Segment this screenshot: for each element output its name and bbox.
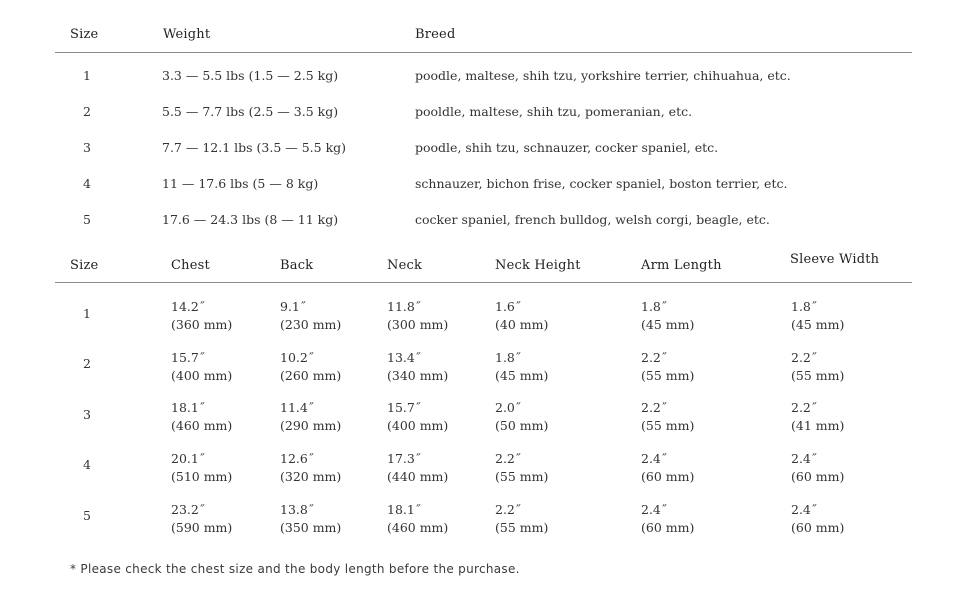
breed-cell: poodle, maltese, shih tzu, yorkshire terrier, chihuahua, etc. — [415, 68, 791, 83]
size-cell: 4 — [83, 176, 91, 191]
table2-header-back: Back — [280, 258, 314, 273]
chest-cell: 23.2˝ (590 mm) — [171, 502, 233, 535]
size-cell: 3 — [83, 140, 91, 155]
table2-header-sleeve-width: Sleeve Width — [790, 252, 880, 267]
table1-header-weight: Weight — [163, 27, 211, 42]
neck-cell: 11.8˝ (300 mm) — [387, 299, 449, 332]
table2-header-arm-length: Arm Length — [641, 258, 722, 273]
arm-length-cell: 2.2˝ (55 mm) — [641, 400, 695, 433]
weight-cell: 17.6 — 24.3 lbs (8 — 11 kg) — [162, 212, 339, 227]
weight-cell: 5.5 — 7.7 lbs (2.5 — 3.5 kg) — [162, 104, 339, 119]
back-cell: 12.6˝ (320 mm) — [280, 451, 342, 484]
neck-cell: 13.4˝ (340 mm) — [387, 350, 449, 383]
table2-header-chest: Chest — [171, 258, 210, 273]
table1-header-size: Size — [70, 27, 99, 42]
chest-cell: 15.7˝ (400 mm) — [171, 350, 233, 383]
breed-cell: poodle, shih tzu, schnauzer, cocker spaniel, etc. — [415, 140, 719, 155]
arm-length-cell: 2.4˝ (60 mm) — [641, 451, 695, 484]
sleeve-width-cell: 2.4˝ (60 mm) — [791, 502, 845, 535]
sleeve-width-cell: 2.4˝ (60 mm) — [791, 451, 845, 484]
chest-cell: 14.2˝ (360 mm) — [171, 299, 233, 332]
size-cell: 2 — [83, 356, 91, 371]
breed-cell: cocker spaniel, french bulldog, welsh corgi, beagle, etc. — [415, 212, 770, 227]
size-cell: 4 — [83, 457, 91, 472]
footnote: * Please check the chest size and the body length before the purchase. — [70, 562, 520, 576]
neck-cell: 17.3˝ (440 mm) — [387, 451, 449, 484]
weight-cell: 7.7 — 12.1 lbs (3.5 — 5.5 kg) — [162, 140, 347, 155]
table2-header-neck: Neck — [387, 258, 423, 273]
back-cell: 11.4˝ (290 mm) — [280, 400, 342, 433]
weight-cell: 3.3 — 5.5 lbs (1.5 — 2.5 kg) — [162, 68, 339, 83]
back-cell: 13.8˝ (350 mm) — [280, 502, 342, 535]
size-cell: 5 — [83, 508, 91, 523]
chest-cell: 20.1˝ (510 mm) — [171, 451, 233, 484]
table2-header-rule — [55, 282, 912, 283]
table2-header-size: Size — [70, 258, 99, 273]
neck-height-cell: 1.6˝ (40 mm) — [495, 299, 549, 332]
size-cell: 3 — [83, 407, 91, 422]
size-cell: 5 — [83, 212, 91, 227]
sleeve-width-cell: 2.2˝ (55 mm) — [791, 350, 845, 383]
table1-header-rule — [55, 52, 912, 53]
arm-length-cell: 2.2˝ (55 mm) — [641, 350, 695, 383]
arm-length-cell: 1.8˝ (45 mm) — [641, 299, 695, 332]
chest-cell: 18.1˝ (460 mm) — [171, 400, 233, 433]
arm-length-cell: 2.4˝ (60 mm) — [641, 502, 695, 535]
size-cell: 2 — [83, 104, 91, 119]
neck-height-cell: 2.0˝ (50 mm) — [495, 400, 549, 433]
table2-header-neck-height: Neck Height — [495, 258, 581, 273]
size-cell: 1 — [83, 68, 91, 83]
size-cell: 1 — [83, 306, 91, 321]
neck-height-cell: 1.8˝ (45 mm) — [495, 350, 549, 383]
back-cell: 10.2˝ (260 mm) — [280, 350, 342, 383]
neck-cell: 18.1˝ (460 mm) — [387, 502, 449, 535]
breed-cell: pooldle, maltese, shih tzu, pomeranian, etc. — [415, 104, 693, 119]
breed-cell: schnauzer, bichon frise, cocker spaniel, boston terrier, etc. — [415, 176, 788, 191]
neck-cell: 15.7˝ (400 mm) — [387, 400, 449, 433]
sleeve-width-cell: 2.2˝ (41 mm) — [791, 400, 845, 433]
back-cell: 9.1˝ (230 mm) — [280, 299, 342, 332]
table1-header-breed: Breed — [415, 27, 456, 42]
sleeve-width-cell: 1.8˝ (45 mm) — [791, 299, 845, 332]
neck-height-cell: 2.2˝ (55 mm) — [495, 451, 549, 484]
weight-cell: 11 — 17.6 lbs (5 — 8 kg) — [162, 176, 319, 191]
neck-height-cell: 2.2˝ (55 mm) — [495, 502, 549, 535]
